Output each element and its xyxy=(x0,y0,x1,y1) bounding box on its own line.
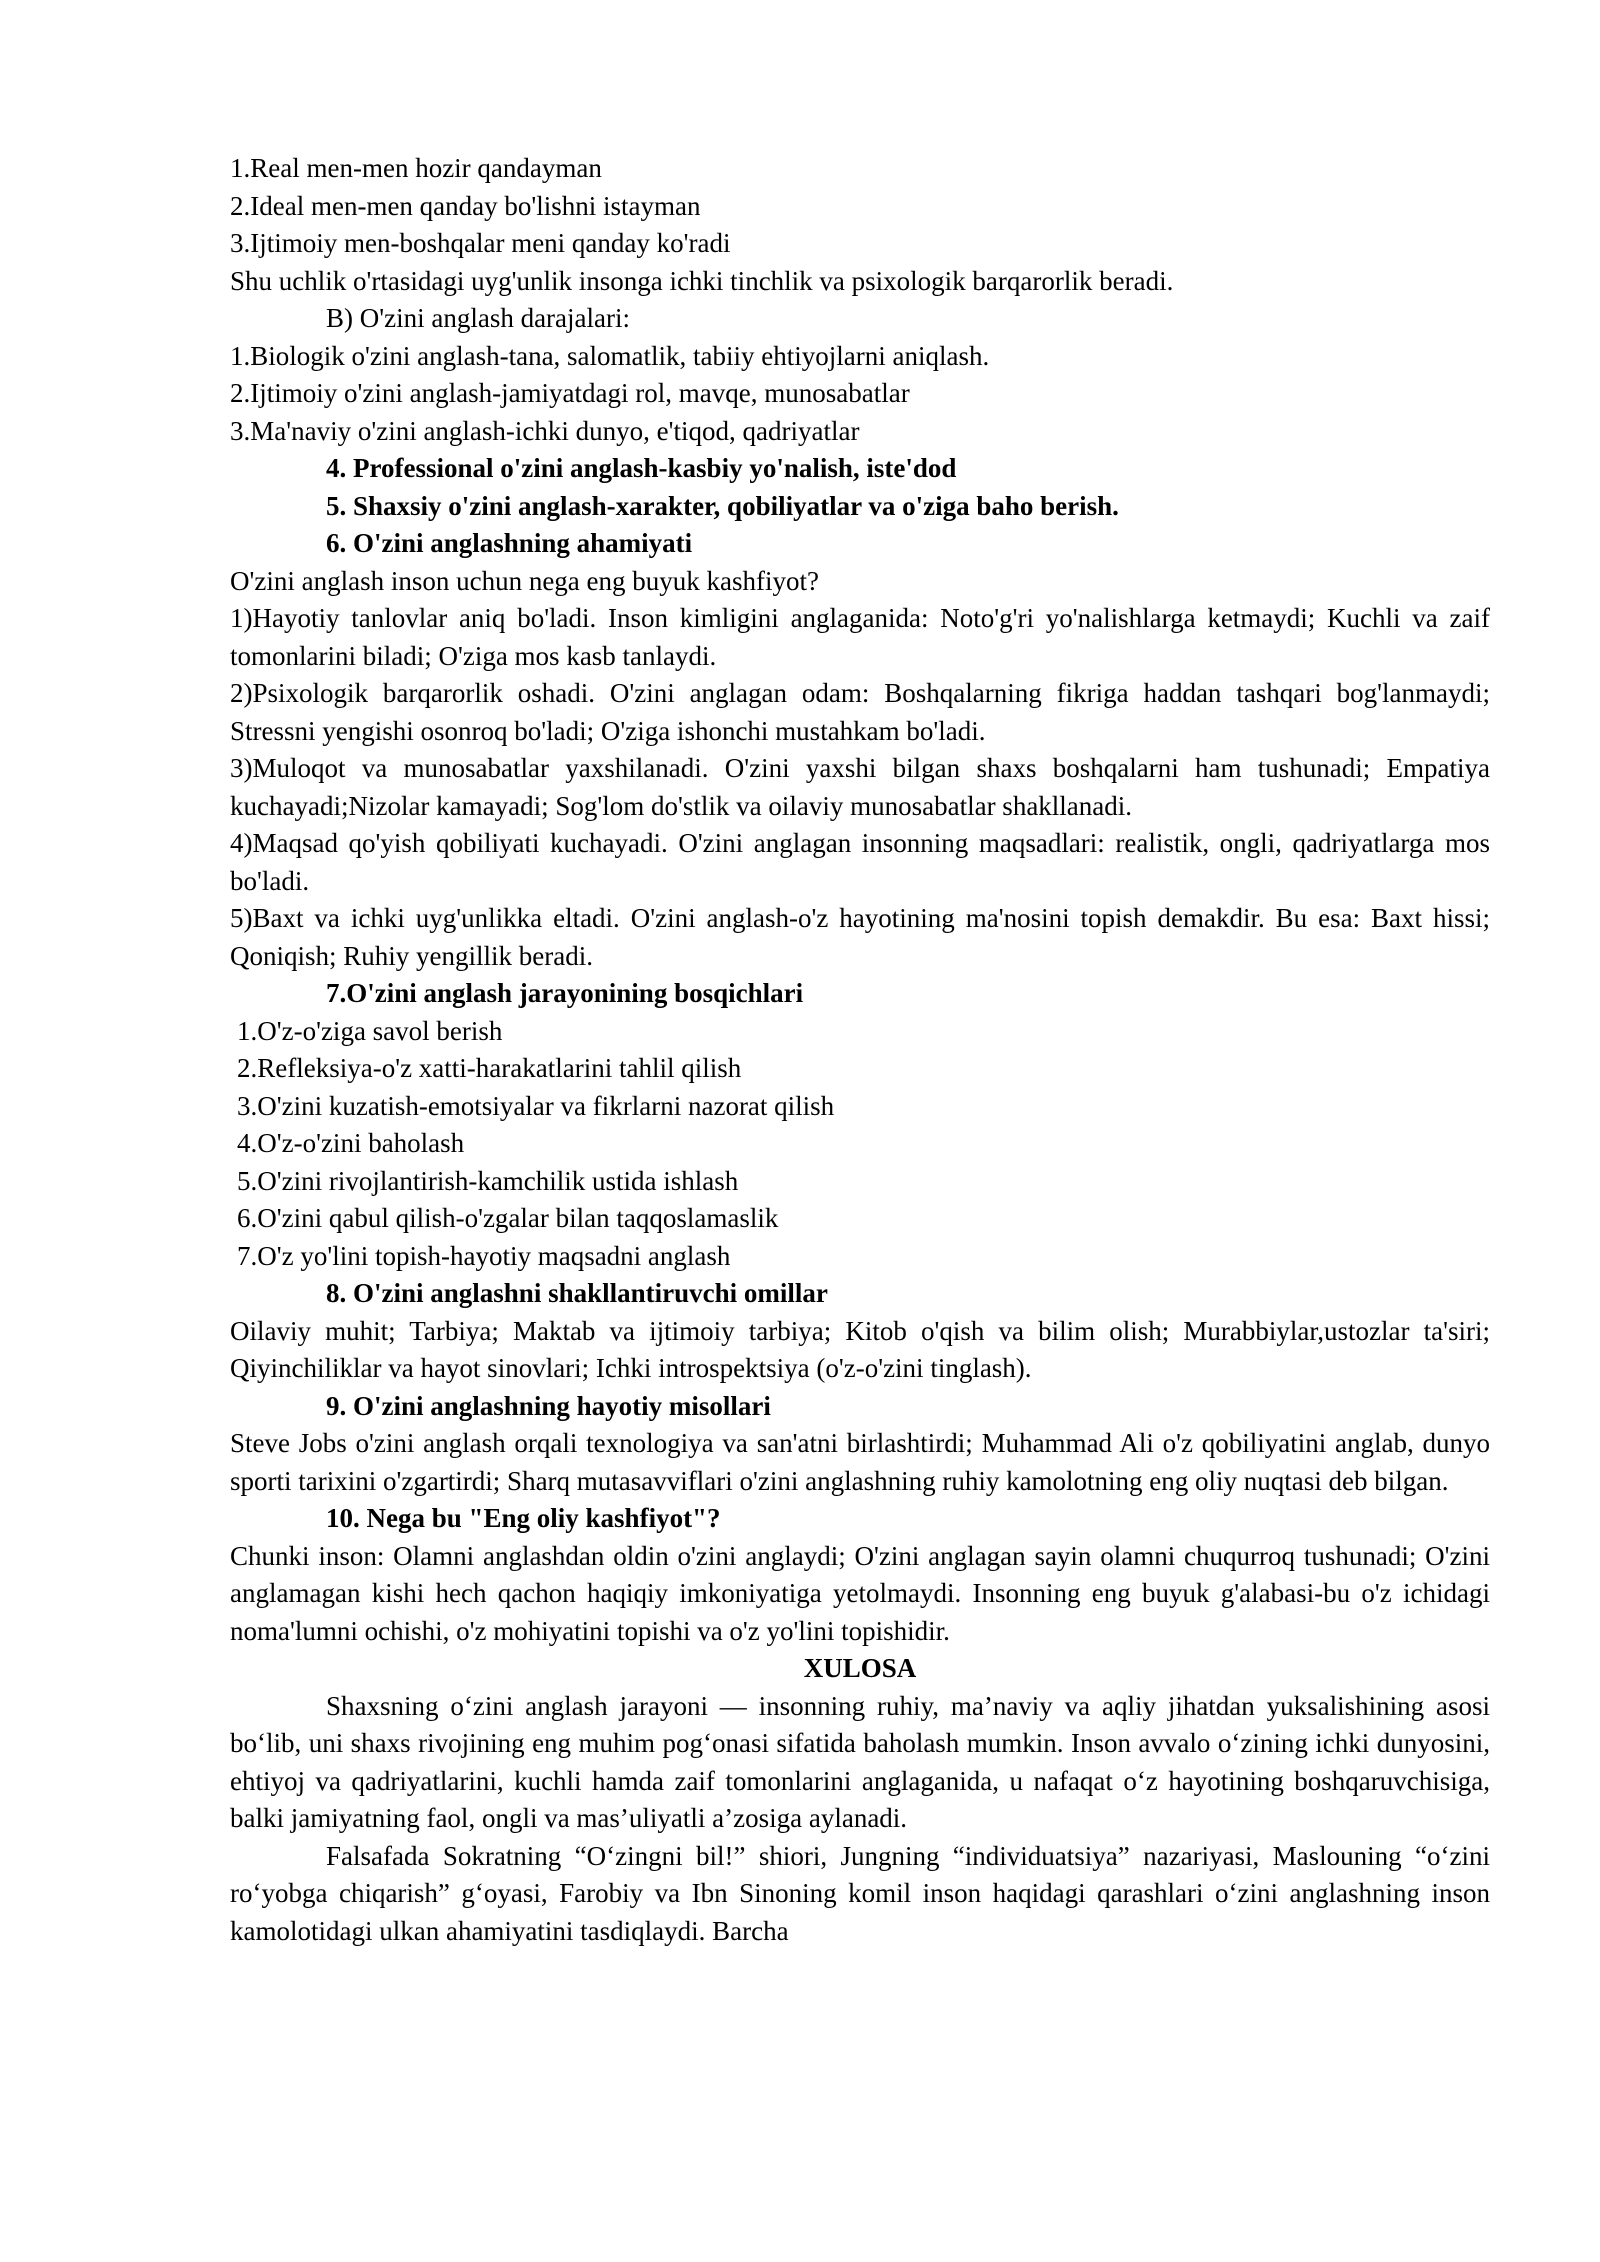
paragraph: 1)Hayotiy tanlovlar aniq bo'ladi. Inson kimligini anglaganida: Noto'g'ri yo'nalishlarga ketmaydi; Kuchli va zaif tomonlarini biladi; O'ziga mos kasb tanlaydi. xyxy=(230,603,1490,671)
paragraph: 2)Psixologik barqarorlik oshadi. O'zini anglagan odam: Boshqalarning fikriga haddan tashqari bog'lanmaydi; Stressni yengishi osonroq bo'ladi; O'ziga ishonchi mustahkam bo'ladi. xyxy=(230,678,1490,746)
paragraph: Shaxsning o‘zini anglash jarayoni — insonning ruhiy, ma’naviy va aqliy jihatdan yuksalishining asosi bo‘lib, uni shaxs rivojining eng muhim pog‘onasi sifatida baholash mumkin. Inson avvalo o‘zining ichki dunyosini, ehtiyoj va qadriyatlarini, kuchli hamda zaif tomonlarini anglaganida, u nafaqat o‘z hayotining boshqaruvchisiga, balki jamiyatning faol, ongli va mas’uliyatli a’zosiga aylanadi. xyxy=(230,1690,1490,1833)
document-body xyxy=(230,150,1490,1950)
list-item: 3.Ijtimoiy men-boshqalar meni qanday ko'radi xyxy=(230,228,731,258)
section-heading: 6. O'zini anglashning ahamiyati xyxy=(326,528,693,558)
paragraph: Steve Jobs o'zini anglash orqali texnologiya va san'atni birlashtirdi; Muhammad Ali o'z qobiliyatini anglab, dunyo sporti tarixini o'zgartirdi; Sharq mutasavviflari o'zini anglashning ruhiy kamolotning eng oliy nuqtasi deb bilgan. xyxy=(230,1428,1490,1496)
list-item: 6.O'zini qabul qilish-o'zgalar bilan taqqoslamaslik xyxy=(237,1203,779,1233)
section-heading: 9. O'zini anglashning hayotiy misollari xyxy=(326,1390,771,1421)
paragraph: O'zini anglash inson uchun nega eng buyuk kashfiyot? xyxy=(230,565,819,596)
section-heading: 8. O'zini anglashni shakllantiruvchi omillar xyxy=(326,1278,828,1308)
list-item: 5.O'zini rivojlantirish-kamchilik ustida ishlash xyxy=(237,1165,739,1196)
list-item: 3.Ma'naviy o'zini anglash-ichki dunyo, e'tiqod, qadriyatlar xyxy=(230,415,860,446)
list-item: 4.O'z-o'zini baholash xyxy=(237,1128,465,1158)
list-item: 1.Real men-men hozir qandayman xyxy=(230,153,602,183)
paragraph: 3)Muloqot va munosabatlar yaxshilanadi. O'zini yaxshi bilgan shaxs boshqalarni ham tushunadi; Empatiya kuchayadi;Nizolar kamayadi; Sog'lom do'stlik va oilaviy munosabatlar shakllanadi. xyxy=(230,753,1490,821)
list-item: 1.O'z-o'ziga savol berish xyxy=(237,1015,503,1046)
section-heading: 5. Shaxsiy o'zini anglash-xarakter, qobiliyatlar va o'ziga baho berish. xyxy=(326,490,1119,521)
section-heading: 10. Nega bu "Eng oliy kashfiyot"? xyxy=(326,1503,721,1533)
conclusion-heading: XULOSA xyxy=(803,1653,917,1683)
paragraph: Oilaviy muhit; Tarbiya; Maktab va ijtimoiy tarbiya; Kitob o'qish va bilim olish; Murabbiylar,ustozlar ta'siri; Qiyinchiliklar va hayot sinovlari; Ichki introspektsiya (o'z-o'zini tinglash). xyxy=(230,1315,1490,1383)
list-item: 2.Ideal men-men qanday bo'lishni istayman xyxy=(230,190,701,221)
paragraph: Shu uchlik o'rtasidagi uyg'unlik insonga ichki tinchlik va psixologik barqarorlik beradi. xyxy=(230,265,1174,296)
paragraph: 4)Maqsad qo'yish qobiliyati kuchayadi. O'zini anglagan insonning maqsadlari: realistik, ongli, qadriyatlarga mos bo'ladi. xyxy=(230,828,1490,896)
list-item: 1.Biologik o'zini anglash-tana, salomatlik, tabiiy ehtiyojlarni aniqlash. xyxy=(230,340,990,371)
section-heading: B) O'zini anglash darajalari: xyxy=(326,303,631,333)
paragraph: Falsafada Sokratning “O‘zingni bil!” shiori, Jungning “individuatsiya” nazariyasi, Maslouning “o‘zini ro‘yobga chiqarish” g‘oyasi, Farobiy va Ibn Sinoning komil inson haqidagi qarashlari o‘zini anglashning inson kamolotidagi ulkan ahamiyatini tasdiqlaydi. Barcha xyxy=(230,1840,1490,1946)
list-item: 3.O'zini kuzatish-emotsiyalar va fikrlarni nazorat qilish xyxy=(237,1090,835,1121)
paragraph: Chunki inson: Olamni anglashdan oldin o'zini anglaydi; O'zini anglagan sayin olamni chuqurroq tushunadi; O'zini anglamagan kishi hech qachon haqiqiy imkoniyatiga yetolmaydi. Insonning eng buyuk g'alabasi-bu o'z ichidagi noma'lumni ochishi, o'z mohiyatini topishi va o'z yo'lini topishidir. xyxy=(230,1540,1490,1646)
list-item: 7.O'z yo'lini topish-hayotiy maqsadni anglash xyxy=(237,1240,731,1271)
list-item: 2.Refleksiya-o'z xatti-harakatlarini tahlil qilish xyxy=(237,1053,742,1083)
section-heading: 7.O'zini anglash jarayonining bosqichlari xyxy=(326,978,804,1008)
list-item: 2.Ijtimoiy o'zini anglash-jamiyatdagi rol, mavqe, munosabatlar xyxy=(230,378,910,408)
paragraph: 5)Baxt va ichki uyg'unlikka eltadi. O'zini anglash-o'z hayotining ma'nosini topish demakdir. Bu esa: Baxt hissi; Qoniqish; Ruhiy yengillik beradi. xyxy=(230,903,1490,971)
section-heading: 4. Professional o'zini anglash-kasbiy yo'nalish, iste'dod xyxy=(326,453,957,483)
